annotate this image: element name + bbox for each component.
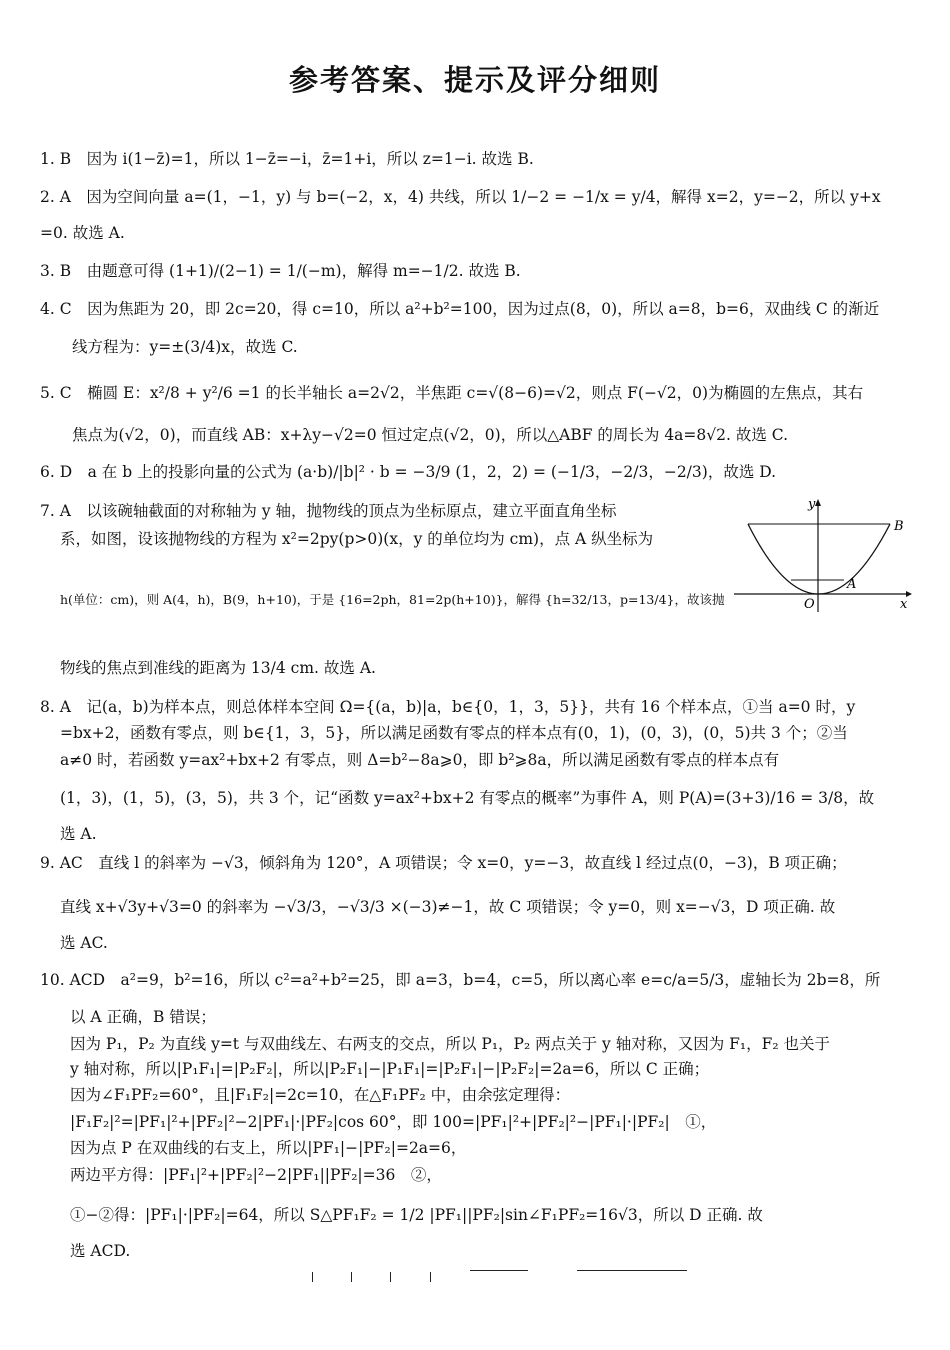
answer-7-line-2: 系，如图，设该抛物线的方程为 x²=2py(p>0)(x，y 的单位均为 cm)，点 A 纵坐标为 bbox=[60, 530, 654, 548]
answer-2-line-2: =0. 故选 A. bbox=[40, 224, 125, 242]
answer-9-line-3: 选 AC. bbox=[60, 934, 108, 952]
answer-4-line-1: 4. C 因为焦距为 20，即 2c=20，得 c=10，所以 a²+b²=100，因为过点(8，0)，所以 a=8，b=6，双曲线 C 的渐近 bbox=[40, 300, 880, 318]
answer-10-line-1: 10. ACD a²=9，b²=16，所以 c²=a²+b²=25，即 a=3，b=4，c=5，所以离心率 e=c/a=5/3，虚轴长为 2b=8，所 bbox=[40, 971, 881, 989]
x-axis-label: x bbox=[900, 597, 908, 612]
answer-2-line-1: 2. A 因为空间向量 a=(1，−1，y) 与 b=(−2，x，4) 共线，所以 1/−2 = −1/x = y/4，解得 x=2，y=−2，所以 y+x bbox=[40, 188, 881, 206]
cutoff-mark bbox=[430, 1272, 431, 1282]
answer-10-line-4: y 轴对称，所以|P₁F₁|=|P₂F₂|，所以|P₂F₁|−|P₁F₁|=|P₂F₁|−|P₂F₂|=2a=6，所以 C 正确； bbox=[70, 1060, 710, 1078]
answer-5-line-2: 焦点为(√2，0)，而直线 AB：x+λy−√2=0 恒过定点(√2，0)，所以△ABF 的周长为 4a=8√2. 故选 C. bbox=[72, 426, 789, 444]
answer-10-line-6: |F₁F₂|²=|PF₁|²+|PF₂|²−2|PF₁|·|PF₂|cos 60°，即 100=|PF₁|²+|PF₂|²−|PF₁|·|PF₂| ①， bbox=[70, 1113, 717, 1131]
answer-8-line-5: 选 A. bbox=[60, 825, 97, 843]
parabola-figure bbox=[734, 494, 914, 614]
cutoff-mark bbox=[390, 1272, 391, 1282]
answer-10-line-10: 选 ACD. bbox=[70, 1242, 131, 1260]
answer-4-line-2: 线方程为：y=±(3/4)x，故选 C. bbox=[72, 338, 298, 356]
answer-9-line-1: 9. AC 直线 l 的斜率为 −√3，倾斜角为 120°，A 项错误；令 x=0，y=−3，故直线 l 经过点(0，−3)，B 项正确； bbox=[40, 854, 847, 872]
point-a-label: A bbox=[847, 577, 857, 592]
answer-10-line-9: ①−②得：|PF₁|·|PF₂|=64，所以 S△PF₁F₂ = 1/2 |PF₁||PF₂|sin∠F₁PF₂=16√3，所以 D 正确. 故 bbox=[70, 1206, 763, 1224]
point-b-label: B bbox=[894, 519, 904, 534]
answer-7-line-4: 物线的焦点到准线的距离为 13/4 cm. 故选 A. bbox=[60, 659, 376, 677]
answer-9-line-2: 直线 x+√3y+√3=0 的斜率为 −√3/3，−√3/3 ×(−3)≠−1，故 C 项错误；令 y=0，则 x=−√3，D 项正确. 故 bbox=[60, 898, 836, 916]
cutoff-radical bbox=[470, 1270, 528, 1285]
cutoff-mark bbox=[351, 1272, 352, 1282]
answer-10-line-5: 因为∠F₁PF₂=60°，且|F₁F₂|=2c=10，在△F₁PF₂ 中，由余弦定理得： bbox=[70, 1086, 571, 1104]
answer-7-line-3: h(单位：cm)，则 A(4，h)，B(9，h+10)，于是 {16=2ph，81=2p(h+10)}，解得 {h=32/13，p=13/4}，故该抛 bbox=[60, 592, 725, 607]
answer-10-line-7: 因为点 P 在双曲线的右支上，所以|PF₁|−|PF₂|=2a=6， bbox=[70, 1139, 467, 1157]
answer-1-line-1: 1. B 因为 i(1−z̄)=1，所以 1−z̄=−i，z̄=1+i，所以 z=1−i. 故选 B. bbox=[40, 150, 534, 168]
answer-3-line-1: 3. B 由题意可得 (1+1)/(2−1) = 1/(−m)，解得 m=−1/2. 故选 B. bbox=[40, 262, 521, 280]
answer-10-line-3: 因为 P₁，P₂ 为直线 y=t 与双曲线左、右两支的交点，所以 P₁，P₂ 两点关于 y 轴对称，又因为 F₁，F₂ 也关于 bbox=[70, 1035, 831, 1053]
cutoff-radical bbox=[577, 1270, 687, 1285]
y-axis-label: y bbox=[808, 497, 816, 512]
origin-label: O bbox=[804, 597, 815, 612]
answer-8-line-4: (1，3)，(1，5)，(3，5)，共 3 个，记“函数 y=ax²+bx+2 有零点的概率”为事件 A，则 P(A)=(3+3)/16 = 3/8，故 bbox=[60, 789, 875, 807]
answer-10-line-8: 两边平方得：|PF₁|²+|PF₂|²−2|PF₁||PF₂|=36 ②， bbox=[70, 1166, 442, 1184]
answer-10-line-2: 以 A 正确，B 错误； bbox=[70, 1008, 216, 1026]
answer-8-line-1: 8. A 记(a，b)为样本点，则总体样本空间 Ω={(a，b)|a，b∈{0，1，3，5}}，共有 16 个样本点，①当 a=0 时，y bbox=[40, 698, 856, 716]
y-axis-arrow bbox=[815, 499, 821, 506]
answer-8-line-2: =bx+2，函数有零点，则 b∈{1，3，5}，所以满足函数有零点的样本点有(0，1)，(0，3)，(0，5)共 3 个；②当 bbox=[60, 724, 848, 742]
page-title: 参考答案、提示及评分细则 bbox=[288, 63, 661, 97]
answer-5-line-1: 5. C 椭圆 E：x²/8 + y²/6 =1 的长半轴长 a=2√2，半焦距 c=√(8−6)=√2，则点 F(−√2，0)为椭圆的左焦点，其右 bbox=[40, 384, 864, 402]
answer-7-line-1: 7. A 以该碗轴截面的对称轴为 y 轴，抛物线的顶点为坐标原点，建立平面直角坐标 bbox=[40, 502, 617, 520]
parabola-curve bbox=[748, 524, 890, 594]
answer-6-line-1: 6. D a 在 b 上的投影向量的公式为 (a·b)/|b|² · b = −3/9 (1，2，2) = (−1/3，−2/3，−2/3)，故选 D. bbox=[40, 463, 777, 481]
cutoff-mark bbox=[312, 1272, 313, 1282]
answer-8-line-3: a≠0 时，若函数 y=ax²+bx+2 有零点，则 Δ=b²−8a⩾0，即 b²⩾8a，所以满足函数有零点的样本点有 bbox=[60, 751, 780, 769]
